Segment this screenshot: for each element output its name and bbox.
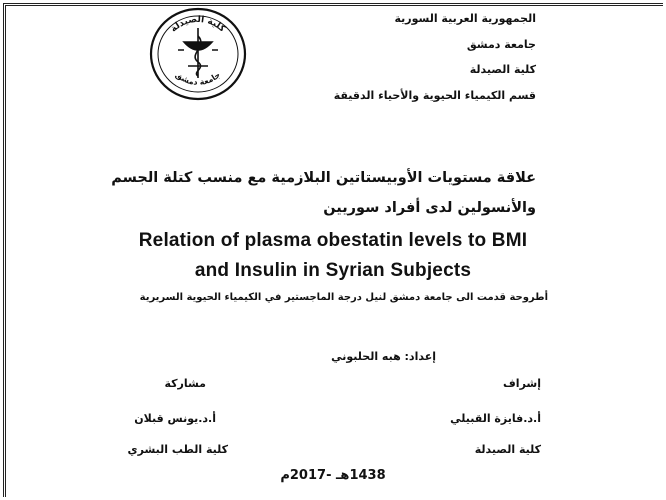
department-name: قسم الكيمياء الحيوية والأحياء الدقيقة: [333, 89, 536, 102]
country-name: الجمهورية العربية السورية: [394, 12, 536, 25]
bowl-of-hygieia-icon: [178, 28, 218, 78]
seal-top-text: كلية الصيدلة: [168, 14, 228, 35]
co-supervisor-name: أ.د.يونس قبلان: [134, 412, 216, 425]
co-supervisor-faculty: كلية الطب البشري: [127, 443, 228, 456]
english-title-line-1: Relation of plasma obestatin levels to BMI: [138, 230, 528, 251]
date: 1438هـ -2017م: [280, 468, 386, 483]
thesis-note: أطروحة قدمت الى جامعة دمشق لنيل درجة الماجستير في الكيمياء الحيوية السريرية: [139, 292, 548, 303]
seal-bottom-text: جامعة دمشق: [173, 70, 223, 87]
arabic-title-line-1: علاقة مستويات الأوبيستاتين البلازمية مع منسب كتلة الجسم: [111, 170, 536, 186]
supervision-label: إشراف: [503, 377, 541, 390]
university-name: جامعة دمشق: [466, 38, 536, 51]
english-title-line-2: and Insulin in Syrian Subjects: [194, 260, 472, 281]
supervisor-faculty: كلية الصيدلة: [474, 443, 541, 456]
supervisor-name: أ.د.فايزة القبيلي: [450, 412, 541, 425]
arabic-title-line-2: والأنسولين لدى أفراد سوريين: [323, 200, 536, 216]
university-seal: [148, 6, 248, 102]
faculty-name: كلية الصيدلة: [469, 63, 536, 76]
co-supervision-label: مشاركة: [164, 377, 206, 390]
prepared-by: إعداد: هبه الحلبوني: [331, 350, 436, 363]
